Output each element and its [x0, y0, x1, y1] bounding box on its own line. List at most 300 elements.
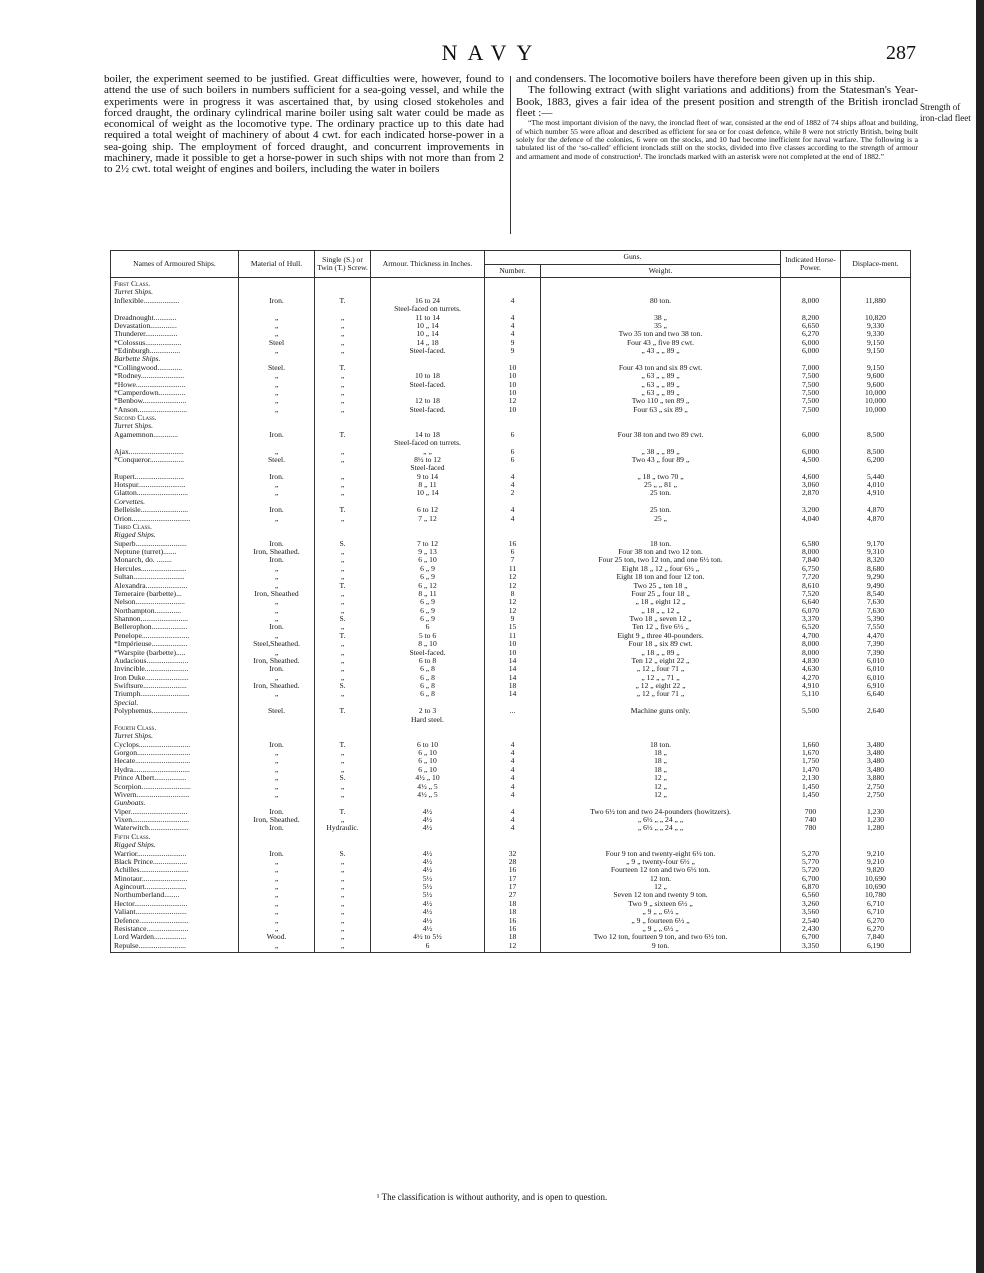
armour-cell: 6 „ 10 — [371, 757, 485, 765]
gun-weight-cell: 25 „ — [541, 515, 781, 523]
screw-cell: „ — [315, 640, 371, 648]
gun-number-cell: 10 — [485, 640, 541, 648]
hull-material-cell: „ — [239, 607, 315, 615]
gun-weight-cell: „ 18 „ eight 12 „ — [541, 598, 781, 606]
armour-cell: 9 „ 13 — [371, 548, 485, 556]
hull-material-cell: „ — [239, 908, 315, 916]
armour-cell: 6 „ 10 — [371, 556, 485, 564]
ship-name-cell: *Collingwood............. — [111, 364, 239, 372]
hull-material-cell — [239, 732, 315, 740]
armour-cell: 5 to 6 — [371, 632, 485, 640]
horse-power-cell: 6,000 — [781, 431, 841, 439]
ship-name-cell: *Camperdown.............. — [111, 389, 239, 397]
gun-number-cell: 6 — [485, 548, 541, 556]
armour-cell: 6 „ 8 — [371, 665, 485, 673]
ship-name-cell: Glatton........................... — [111, 489, 239, 497]
header-gun-number: Number. — [485, 264, 541, 278]
table-row — [111, 481, 911, 489]
gun-number-cell: 4 — [485, 766, 541, 774]
armour-cell — [371, 531, 485, 539]
hull-material-cell: Steel. — [239, 456, 315, 464]
displacement-cell: 4,910 — [841, 489, 911, 497]
gun-number-cell: 27 — [485, 891, 541, 899]
gun-number-cell: 18 — [485, 682, 541, 690]
horse-power-cell: 5,720 — [781, 866, 841, 874]
displacement-cell: 9,600 — [841, 372, 911, 380]
ship-name-cell: Prince Albert................. — [111, 774, 239, 782]
screw-cell — [315, 305, 371, 313]
displacement-cell: 4,470 — [841, 632, 911, 640]
ship-name-cell: Special. — [111, 699, 239, 707]
ship-name-cell: Third Class. — [111, 523, 239, 531]
armour-cell: 12 to 18 — [371, 397, 485, 405]
hull-material-cell — [239, 716, 315, 724]
hull-material-cell: „ — [239, 900, 315, 908]
hull-material-cell: „ — [239, 406, 315, 414]
displacement-cell — [841, 414, 911, 422]
footnote: ¹ The classification is without authority, and is open to question. — [376, 1192, 608, 1202]
table-row — [111, 875, 911, 883]
gun-number-cell — [485, 732, 541, 740]
screw-cell: S. — [315, 615, 371, 623]
ship-name-cell: Achilles.......................... — [111, 866, 239, 874]
ship-name-cell — [111, 305, 239, 313]
screw-cell: „ — [315, 548, 371, 556]
gun-number-cell: 32 — [485, 850, 541, 858]
displacement-cell: 9,210 — [841, 858, 911, 866]
gun-weight-cell: Four 63 „ six 89 „ — [541, 406, 781, 414]
armour-cell: 4½ — [371, 816, 485, 824]
gun-number-cell — [485, 841, 541, 849]
displacement-cell: 8,320 — [841, 556, 911, 564]
displacement-cell — [841, 439, 911, 447]
horse-power-cell — [781, 498, 841, 506]
screw-cell — [315, 699, 371, 707]
horse-power-cell: 4,630 — [781, 665, 841, 673]
hull-material-cell: „ — [239, 565, 315, 573]
gun-weight-cell — [541, 833, 781, 841]
table-row — [111, 741, 911, 749]
displacement-cell: 7,840 — [841, 933, 911, 941]
ship-name-cell: Devastation.............. — [111, 322, 239, 330]
displacement-cell: 6,640 — [841, 690, 911, 698]
screw-cell — [315, 833, 371, 841]
gun-weight-cell: Ten 12 „ five 6½ „ — [541, 623, 781, 631]
horse-power-cell: 6,070 — [781, 607, 841, 615]
table-row — [111, 556, 911, 564]
armour-cell — [371, 699, 485, 707]
gun-number-cell: 11 — [485, 565, 541, 573]
screw-cell: T. — [315, 632, 371, 640]
table-row — [111, 891, 911, 899]
ship-name-cell: Turret Ships. — [111, 288, 239, 296]
armour-cell: 4½ — [371, 866, 485, 874]
hull-material-cell — [239, 464, 315, 472]
gun-number-cell: 17 — [485, 883, 541, 891]
header-gun-weight: Weight. — [541, 264, 781, 278]
hull-material-cell: „ — [239, 615, 315, 623]
horse-power-cell: 4,830 — [781, 657, 841, 665]
ship-name-cell: Valiant........................... — [111, 908, 239, 916]
gun-weight-cell: Fourteen 12 ton and two 6½ ton. — [541, 866, 781, 874]
horse-power-cell: 740 — [781, 816, 841, 824]
gun-weight-cell: 18 „ — [541, 766, 781, 774]
hull-material-cell: Iron. — [239, 665, 315, 673]
displacement-cell — [841, 305, 911, 313]
gun-weight-cell: „ 6½ „ „ 24 „ „ — [541, 824, 781, 832]
hull-material-cell — [239, 498, 315, 506]
table-row — [111, 640, 911, 648]
hull-material-cell: „ — [239, 448, 315, 456]
ship-name-cell: Triumph.......................... — [111, 690, 239, 698]
gun-weight-cell: 12 „ — [541, 883, 781, 891]
hull-material-cell: „ — [239, 883, 315, 891]
horse-power-cell: 7,840 — [781, 556, 841, 564]
table-row — [111, 473, 911, 481]
hull-material-cell: „ — [239, 858, 315, 866]
hull-material-cell: „ — [239, 791, 315, 799]
hull-material-cell: „ — [239, 347, 315, 355]
table-row — [111, 900, 911, 908]
gun-weight-cell — [541, 422, 781, 430]
ship-name-cell: Black Prince.................. — [111, 858, 239, 866]
hull-material-cell: Iron. — [239, 540, 315, 548]
hull-material-cell: „ — [239, 757, 315, 765]
horse-power-cell: 4,600 — [781, 473, 841, 481]
ship-name-cell: Penelope......................... — [111, 632, 239, 640]
horse-power-cell: 6,870 — [781, 883, 841, 891]
ship-name-cell: Lord Warden................. — [111, 933, 239, 941]
gun-weight-cell — [541, 439, 781, 447]
armour-cell: Steel-faced on turrets. — [371, 439, 485, 447]
armour-cell: 8 „ 11 — [371, 590, 485, 598]
gun-weight-cell: Four 43 „ five 89 cwt. — [541, 339, 781, 347]
gun-number-cell — [485, 716, 541, 724]
ship-name-cell: Ajax............................. — [111, 448, 239, 456]
ship-name-cell: Gunboats. — [111, 799, 239, 807]
hull-material-cell: „ — [239, 372, 315, 380]
horse-power-cell — [781, 523, 841, 531]
header-armour: Armour. Thickness in Inches. — [371, 251, 485, 278]
hull-material-cell — [239, 523, 315, 531]
screw-cell — [315, 278, 371, 289]
gun-number-cell: 7 — [485, 556, 541, 564]
displacement-cell: 10,000 — [841, 406, 911, 414]
armour-cell: 6 „ 9 — [371, 615, 485, 623]
displacement-cell: 10,000 — [841, 397, 911, 405]
ship-name-cell: Hotspur......................... — [111, 481, 239, 489]
horse-power-cell: 8,000 — [781, 297, 841, 305]
table-row — [111, 866, 911, 874]
ship-name-cell: Thunderer................. — [111, 330, 239, 338]
subclass-heading-row — [111, 799, 911, 807]
screw-cell: „ — [315, 816, 371, 824]
armour-cell: Steel-faced on turrets. — [371, 305, 485, 313]
screw-cell: „ — [315, 590, 371, 598]
gun-number-cell: 10 — [485, 389, 541, 397]
displacement-cell: 7,630 — [841, 598, 911, 606]
horse-power-cell — [781, 464, 841, 472]
gun-weight-cell: Two 9 „ sixteen 6½ „ — [541, 900, 781, 908]
hull-material-cell: Iron, Sheathed. — [239, 657, 315, 665]
hull-material-cell: „ — [239, 515, 315, 523]
armour-cell: 6 „ 8 — [371, 690, 485, 698]
gun-weight-cell: „ 12 „ four 71 „ — [541, 665, 781, 673]
table-row — [111, 372, 911, 380]
displacement-cell — [841, 799, 911, 807]
displacement-cell — [841, 355, 911, 363]
table-row — [111, 657, 911, 665]
subclass-heading-row — [111, 422, 911, 430]
screw-cell — [315, 732, 371, 740]
horse-power-cell — [781, 833, 841, 841]
armour-cell: 4½ „ 5 — [371, 783, 485, 791]
gun-number-cell: ... — [485, 707, 541, 715]
hull-material-cell — [239, 414, 315, 422]
hull-material-cell: „ — [239, 674, 315, 682]
horse-power-cell: 1,450 — [781, 783, 841, 791]
armour-cell: 5½ — [371, 883, 485, 891]
gun-weight-cell: 12 „ — [541, 783, 781, 791]
armour-cell: 4½ „ 10 — [371, 774, 485, 782]
horse-power-cell: 7,520 — [781, 590, 841, 598]
hull-material-cell — [239, 531, 315, 539]
armour-cell: 11 to 14 — [371, 314, 485, 322]
horse-power-cell: 1,470 — [781, 766, 841, 774]
displacement-cell: 5,390 — [841, 615, 911, 623]
gun-number-cell: 6 — [485, 448, 541, 456]
screw-cell: „ — [315, 766, 371, 774]
ship-name-cell: *Impérieuse................... — [111, 640, 239, 648]
displacement-cell — [841, 699, 911, 707]
gun-number-cell: 16 — [485, 866, 541, 874]
table-row — [111, 548, 911, 556]
right-paragraph-1: and condensers. The locomotive boilers have therefore been given up in this ship. — [516, 73, 876, 85]
displacement-cell: 6,200 — [841, 456, 911, 464]
left-paragraph: boiler, the experiment seemed to be justified. Great difficulties were, however, found to attend the use of such boilers in numbers sufficient for a sea-going vessel, and while the experiments were in progress it was ascertained that, by using closed stokeholes and forced draught, the ordinary cylindrical marine boiler using salt water could be made as economical of weight as the locomotive type. The ordinary practice up to this date had required a total weight of machinery of about 4 cwt. for each indicated horse-power in a sea-going ship. The employment of forced draught, and concurrent improvements in machinery, made it possible to get a horse-power in such ships with not more than from 2 to 2½ cwt. total weight of engines and boilers, including the water in boilers — [104, 73, 504, 176]
hull-material-cell: „ — [239, 749, 315, 757]
displacement-cell: 2,640 — [841, 707, 911, 715]
gun-number-cell: 28 — [485, 858, 541, 866]
displacement-cell — [841, 498, 911, 506]
displacement-cell: 4,870 — [841, 506, 911, 514]
horse-power-cell: 8,000 — [781, 649, 841, 657]
horse-power-cell: 6,520 — [781, 623, 841, 631]
screw-cell: „ — [315, 791, 371, 799]
screw-cell: T. — [315, 364, 371, 372]
screw-cell — [315, 464, 371, 472]
ship-name-cell: Neptune (turret)....... — [111, 548, 239, 556]
ship-name-cell: *Benbow....................... — [111, 397, 239, 405]
ship-name-cell: Corvettes. — [111, 498, 239, 506]
gun-weight-cell: Four 25 ton, two 12 ton, and one 6½ ton. — [541, 556, 781, 564]
gun-number-cell: 18 — [485, 908, 541, 916]
gun-number-cell: 16 — [485, 925, 541, 933]
gun-weight-cell: „ 9 „ fourteen 6½ „ — [541, 917, 781, 925]
screw-cell — [315, 724, 371, 732]
armour-cell: Steel-faced. — [371, 406, 485, 414]
screw-cell: „ — [315, 933, 371, 941]
gun-weight-cell — [541, 523, 781, 531]
gun-number-cell: 4 — [485, 749, 541, 757]
gun-number-cell — [485, 439, 541, 447]
gun-weight-cell: 18 „ — [541, 749, 781, 757]
armour-cell — [371, 389, 485, 397]
subclass-heading-row — [111, 841, 911, 849]
table-row — [111, 665, 911, 673]
displacement-cell: 2,750 — [841, 783, 911, 791]
screw-cell — [315, 414, 371, 422]
armour-cell: 6 „ 9 — [371, 607, 485, 615]
hull-material-cell: Iron. — [239, 623, 315, 631]
horse-power-cell — [781, 278, 841, 289]
header-guns: Guns. — [485, 251, 781, 265]
gun-weight-cell: „ 12 „ „ 71 „ — [541, 674, 781, 682]
screw-cell: S. — [315, 850, 371, 858]
gun-weight-cell: Two 6½ ton and two 24-pounders (howitzers). — [541, 808, 781, 816]
gun-number-cell: 12 — [485, 397, 541, 405]
displacement-cell — [841, 841, 911, 849]
gun-number-cell: 16 — [485, 540, 541, 548]
horse-power-cell: 3,260 — [781, 900, 841, 908]
hull-material-cell: Iron, Sheathed. — [239, 682, 315, 690]
screw-cell: „ — [315, 389, 371, 397]
armour-cell: 6 „ 9 — [371, 573, 485, 581]
table-row — [111, 757, 911, 765]
displacement-cell: 1,230 — [841, 808, 911, 816]
screw-cell: „ — [315, 339, 371, 347]
gun-weight-cell: „ 9 „ twenty-four 6½ „ — [541, 858, 781, 866]
armour-cell — [371, 422, 485, 430]
gun-number-cell: 10 — [485, 649, 541, 657]
screw-cell: „ — [315, 674, 371, 682]
gun-weight-cell — [541, 464, 781, 472]
armour-cell — [371, 364, 485, 372]
screw-cell: „ — [315, 917, 371, 925]
gun-number-cell — [485, 498, 541, 506]
horse-power-cell: 4,910 — [781, 682, 841, 690]
hull-material-cell: „ — [239, 489, 315, 497]
table-row — [111, 506, 911, 514]
screw-cell: „ — [315, 322, 371, 330]
displacement-cell: 7,390 — [841, 649, 911, 657]
armour-cell — [371, 724, 485, 732]
hull-material-cell: „ — [239, 774, 315, 782]
armour-cell: 6 „ 8 — [371, 682, 485, 690]
hull-material-cell — [239, 833, 315, 841]
hull-material-cell: Iron. — [239, 506, 315, 514]
table-row — [111, 489, 911, 497]
hull-material-cell: Steel,Sheathed. — [239, 640, 315, 648]
screw-cell: „ — [315, 448, 371, 456]
table-row — [111, 816, 911, 824]
table-row — [111, 808, 911, 816]
armour-cell: 4½ — [371, 908, 485, 916]
hull-material-cell: „ — [239, 875, 315, 883]
screw-cell — [315, 716, 371, 724]
gun-number-cell: 9 — [485, 339, 541, 347]
displacement-cell: 6,010 — [841, 674, 911, 682]
gun-weight-cell — [541, 841, 781, 849]
gun-weight-cell — [541, 498, 781, 506]
ship-name-cell: Cyclops........................... — [111, 741, 239, 749]
ship-name-cell: Wivern............................ — [111, 791, 239, 799]
screw-cell: „ — [315, 883, 371, 891]
screw-cell: „ — [315, 891, 371, 899]
gun-weight-cell — [541, 355, 781, 363]
gun-number-cell: 12 — [485, 582, 541, 590]
table-row — [111, 690, 911, 698]
gun-number-cell — [485, 523, 541, 531]
table-row — [111, 330, 911, 338]
horse-power-cell: 6,580 — [781, 540, 841, 548]
table-row — [111, 397, 911, 405]
gun-weight-cell: Two 110 „ ten 89 „ — [541, 397, 781, 405]
gun-number-cell: 10 — [485, 372, 541, 380]
table-row — [111, 607, 911, 615]
screw-cell: „ — [315, 406, 371, 414]
table-row — [111, 682, 911, 690]
table-row — [111, 774, 911, 782]
armour-cell: 16 to 24 — [371, 297, 485, 305]
screw-cell: S. — [315, 540, 371, 548]
horse-power-cell: 6,000 — [781, 347, 841, 355]
ship-name-cell: *Rodney....................... — [111, 372, 239, 380]
displacement-cell: 6,010 — [841, 665, 911, 673]
displacement-cell — [841, 278, 911, 289]
armour-cell — [371, 498, 485, 506]
ship-name-cell — [111, 464, 239, 472]
horse-power-cell: 6,650 — [781, 322, 841, 330]
hull-material-cell — [239, 288, 315, 296]
armour-cell: 4½ — [371, 917, 485, 925]
displacement-cell: 6,910 — [841, 682, 911, 690]
horse-power-cell: 5,770 — [781, 858, 841, 866]
screw-cell — [315, 799, 371, 807]
screw-cell: Hydraulic. — [315, 824, 371, 832]
ship-name-cell: Hector............................ — [111, 900, 239, 908]
gun-weight-cell: 18 ton. — [541, 741, 781, 749]
gun-weight-cell: 12 „ — [541, 774, 781, 782]
ship-name-cell: Warrior.......................... — [111, 850, 239, 858]
ship-name-cell: Audacious...................... — [111, 657, 239, 665]
ship-name-cell: Belleisle......................... — [111, 506, 239, 514]
horse-power-cell: 1,750 — [781, 757, 841, 765]
displacement-cell: 4,870 — [841, 515, 911, 523]
table-row — [111, 431, 911, 439]
armour-cell: 8 „ 10 — [371, 640, 485, 648]
table-row — [111, 824, 911, 832]
screw-cell — [315, 439, 371, 447]
ship-name-cell: Agamemnon............. — [111, 431, 239, 439]
displacement-cell: 9,290 — [841, 573, 911, 581]
gun-number-cell: 9 — [485, 347, 541, 355]
ship-name-cell: *Warspite (barbette)..... — [111, 649, 239, 657]
screw-cell: „ — [315, 397, 371, 405]
table-row — [111, 389, 911, 397]
page-edge-bar — [976, 0, 984, 1273]
armour-cell: 10 „ 14 — [371, 489, 485, 497]
displacement-cell: 2,750 — [841, 791, 911, 799]
ship-name-cell: Superb........................... — [111, 540, 239, 548]
armour-cell — [371, 278, 485, 289]
ship-name-cell: Bellerophon................... — [111, 623, 239, 631]
gun-weight-cell: Two 25 „ ten 18 „ — [541, 582, 781, 590]
gun-number-cell: 6 — [485, 456, 541, 464]
table-row — [111, 942, 911, 953]
screw-cell: „ — [315, 623, 371, 631]
screw-cell: „ — [315, 925, 371, 933]
